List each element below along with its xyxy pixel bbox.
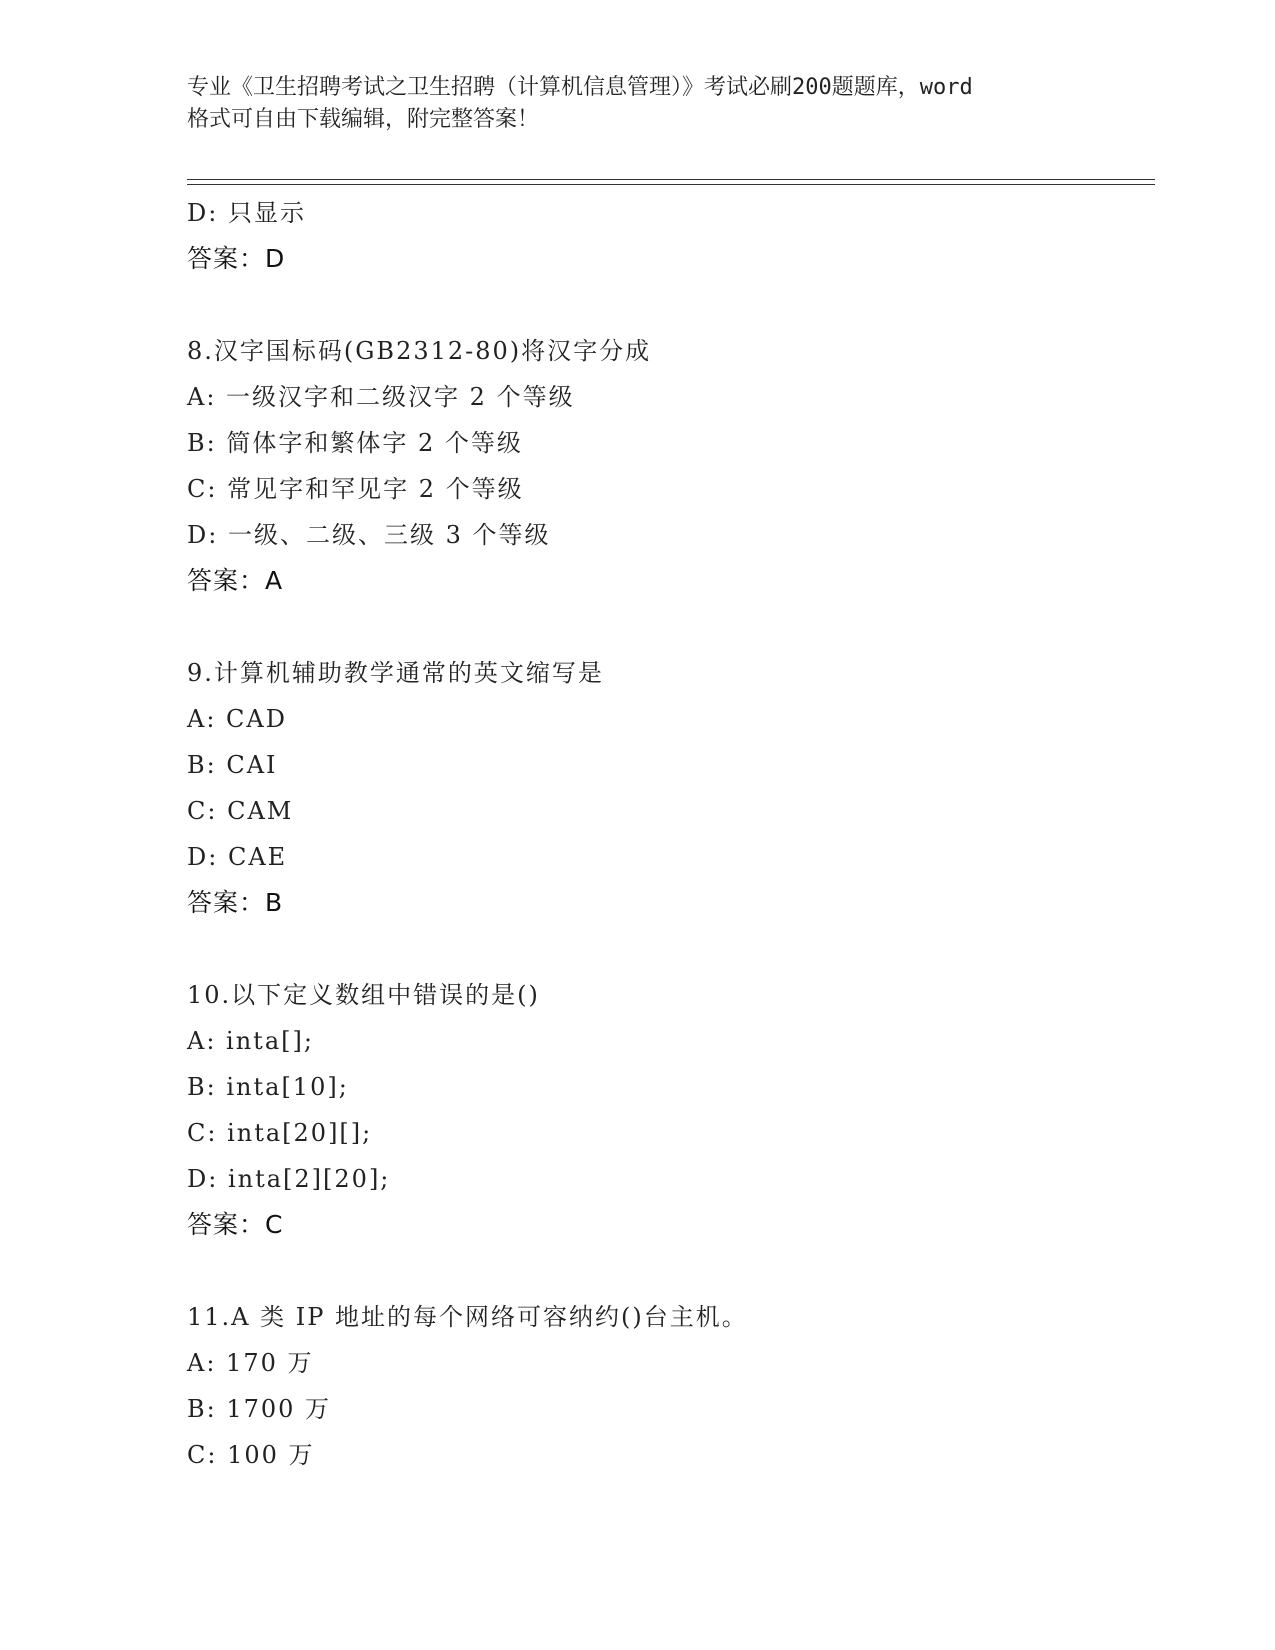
option-d: D: inta[2][20]; <box>187 1165 391 1193</box>
answer-line: 答案：A <box>187 566 284 595</box>
spacer <box>187 926 1147 972</box>
spacer <box>187 1248 1147 1294</box>
option-c: C: 100 万 <box>187 1441 315 1469</box>
option-b: B: CAI <box>187 751 278 779</box>
answer-line: 答案：C <box>187 1210 284 1239</box>
spacer <box>187 282 1147 328</box>
question-block <box>187 972 1147 1248</box>
option-b: B: 1700 万 <box>187 1395 332 1423</box>
question-stem: 8.汉字国标码(GB2312-80)将汉字分成 <box>187 337 652 365</box>
prev-option-d: D: 只显示 <box>187 199 306 227</box>
option-d: D: CAE <box>187 843 288 871</box>
header-divider-top <box>187 179 1155 180</box>
option-c: C: 常见字和罕见字 2 个等级 <box>187 475 524 503</box>
question-list <box>187 190 1147 1478</box>
option-c: C: inta[20][]; <box>187 1119 373 1147</box>
option-c: C: CAM <box>187 797 294 825</box>
option-b: B: inta[10]; <box>187 1073 349 1101</box>
option-a: A: 一级汉字和二级汉字 2 个等级 <box>187 383 575 411</box>
option-b: B: 简体字和繁体字 2 个等级 <box>187 429 523 457</box>
option-d: D: 一级、二级、三级 3 个等级 <box>187 521 551 549</box>
header-line-2: 格式可自由下载编辑，附完整答案！ <box>187 107 540 132</box>
option-a: A: inta[]; <box>187 1027 314 1055</box>
question-block <box>187 650 1147 926</box>
option-a: A: 170 万 <box>187 1349 314 1377</box>
header-divider-bottom <box>187 184 1155 185</box>
question-block <box>187 328 1147 604</box>
option-a: A: CAD <box>187 705 287 733</box>
header-line-1: 专业《卫生招聘考试之卫生招聘（计算机信息管理）》考试必刷200题题库，word <box>187 75 973 100</box>
question-block <box>187 1294 1147 1478</box>
answer-line: 答案：B <box>187 888 284 917</box>
document-header <box>187 72 1087 136</box>
question-stem: 11.A 类 IP 地址的每个网络可容纳约()台主机。 <box>187 1303 748 1331</box>
spacer <box>187 604 1147 650</box>
question-stem: 10.以下定义数组中错误的是() <box>187 981 540 1009</box>
question-stem: 9.计算机辅助教学通常的英文缩写是 <box>187 659 604 687</box>
prev-answer: 答案：D <box>187 244 286 273</box>
